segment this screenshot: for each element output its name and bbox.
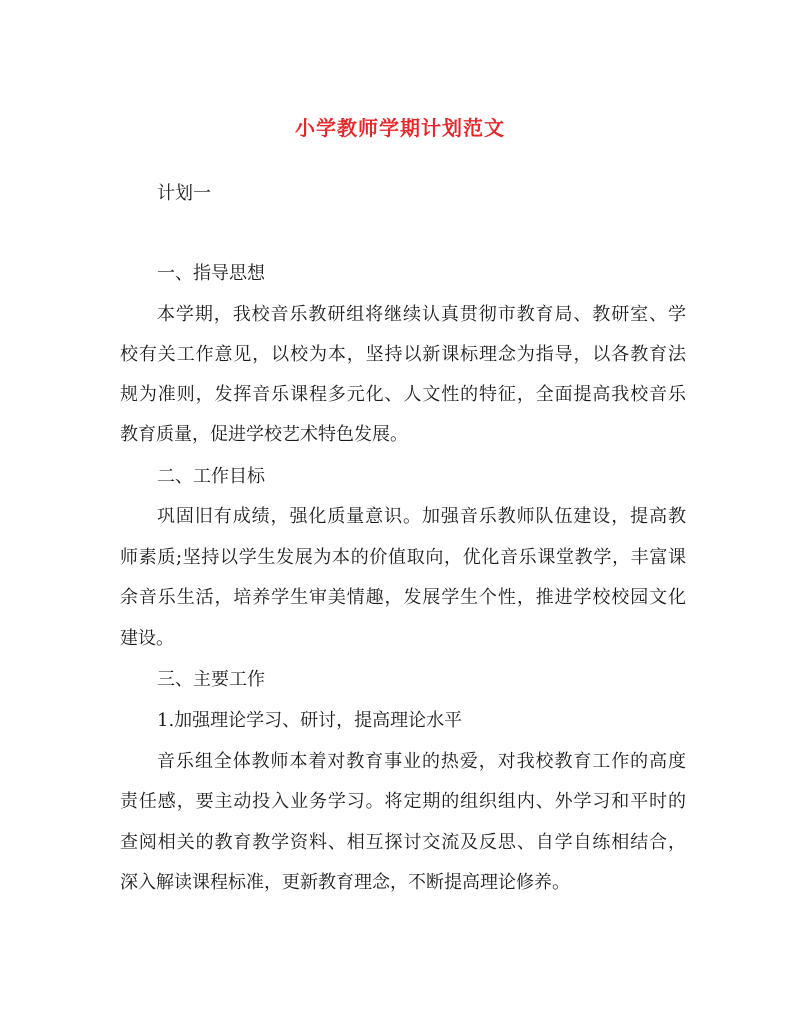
paragraph-line: 教育质量，促进学校艺术特色发展。	[120, 424, 408, 445]
paragraph-line: 规为准则，发挥音乐课程多元化、人文性的特征，全面提高我校音乐	[120, 384, 686, 405]
document-title: 小学教师学期计划范文	[295, 116, 505, 140]
paragraph-line: 本学期，我校音乐教研组将继续认真贯彻市教育局、教研室、学	[157, 304, 686, 325]
paragraph-line: 师素质;坚持以学生发展为本的价值取向，优化音乐课堂教学，丰富课	[120, 547, 686, 568]
paragraph-line: 深入解读课程标准，更新教育理念，不断提高理论修养。	[120, 872, 570, 893]
paragraph-line: 查阅相关的教育教学资料、相互探讨交流及反思、自学自练相结合，	[120, 832, 686, 853]
paragraph-line: 建设。	[120, 628, 174, 649]
paragraph-line: 责任感，要主动投入业务学习。将定期的组织组内、外学习和平时的	[120, 791, 686, 812]
paragraph-line: 音乐组全体教师本着对教育事业的热爱，对我校教育工作的高度	[157, 751, 686, 772]
section-heading-2: 二、工作目标	[157, 466, 265, 487]
paragraph-line: 巩固旧有成绩，强化质量意识。加强音乐教师队伍建设，提高教	[157, 506, 686, 527]
paragraph-line: 校有关工作意见，以校为本，坚持以新课标理念为指导，以各教育法	[120, 344, 686, 365]
paragraph-line: 余音乐生活，培养学生审美情趣，发展学生个性，推进学校校园文化	[120, 587, 686, 608]
plan-label: 计划一	[157, 183, 211, 204]
subsection-heading: 1.加强理论学习、研讨，提高理论水平	[157, 710, 463, 731]
section-heading-1: 一、指导思想	[157, 263, 265, 284]
section-heading-3: 三、主要工作	[157, 669, 265, 690]
